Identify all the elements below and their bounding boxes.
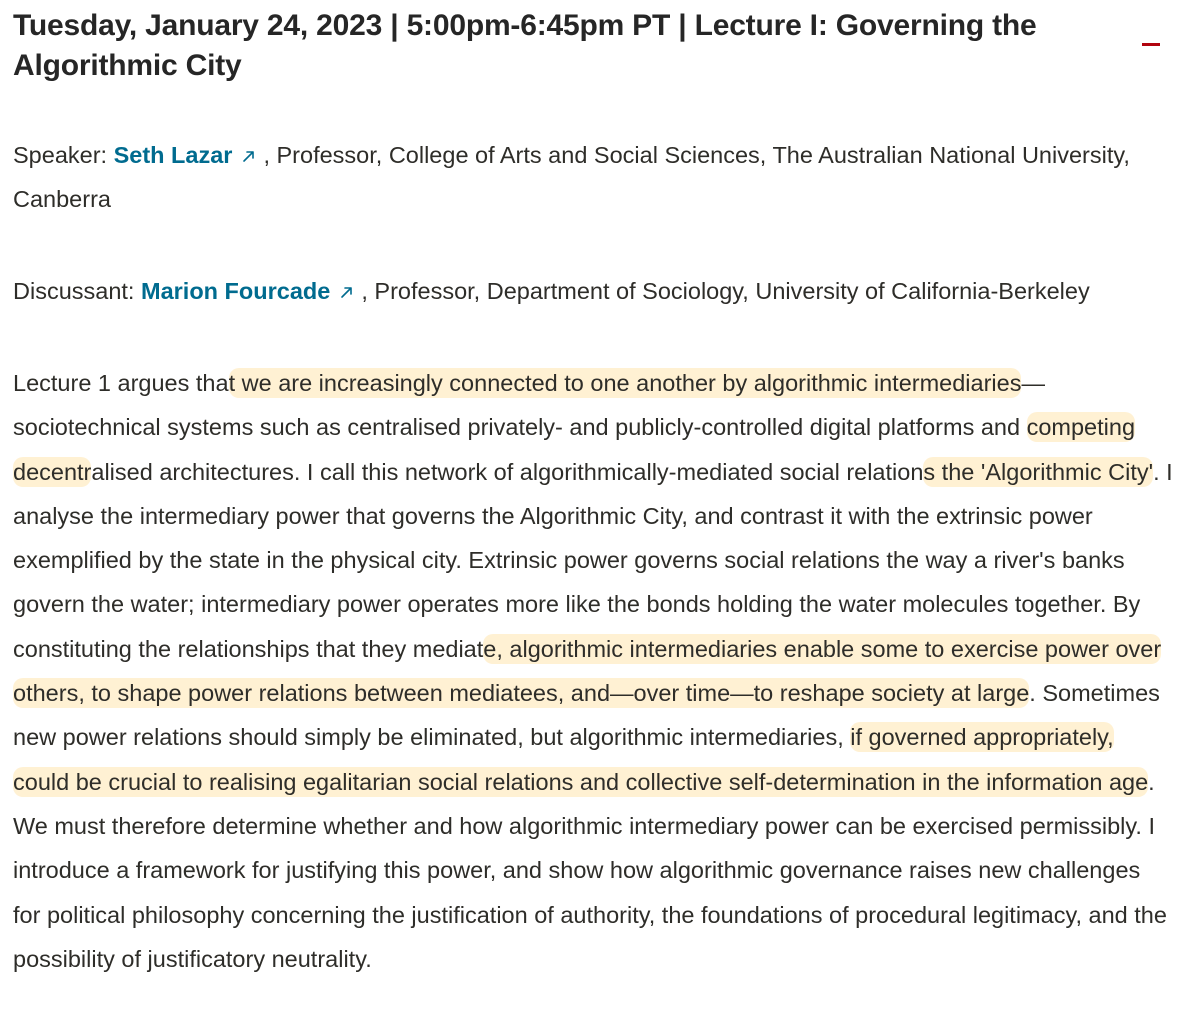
highlighted-text: competing decentr — [13, 414, 1136, 485]
highlighted-text: if governed appropriately, could be crucial to realising egalitarian social relations and collective self-determination in the information age — [13, 724, 1149, 795]
discussant-label: Discussant: — [13, 278, 135, 304]
speaker-line — [13, 133, 1163, 222]
abstract-text: —sociotechnical systems such as centralised privately- and publicly-controlled digital platforms and — [13, 370, 1045, 441]
discussant-affiliation: , Professor, Department of Sociology, University of California-Berkeley — [361, 278, 1090, 304]
minus-icon — [1142, 43, 1160, 46]
external-link-arrow-icon — [339, 284, 355, 300]
lecture-abstract — [13, 361, 1173, 981]
external-link-arrow-icon — [241, 148, 257, 164]
discussant-link[interactable] — [141, 278, 361, 304]
speaker-affiliation: , Professor, College of Arts and Social Sciences, The Australian National University, Canberra — [13, 142, 1130, 213]
abstract-text: Lecture 1 argues tha — [13, 370, 229, 396]
speaker-name: Seth Lazar — [113, 142, 233, 168]
abstract-text: . Sometimes new power relations should simply be eliminated, but algorithmic intermediaries, — [13, 680, 1160, 751]
speaker-label: Speaker: — [13, 142, 108, 168]
highlighted-text: s the 'Algorithmic City' — [923, 458, 1154, 485]
abstract-text: alised architectures. I call this network of algorithmically-mediated social relation — [91, 458, 924, 485]
abstract-text: . I analyse the intermediary power that governs the Algorithmic City, and contrast it with the extrinsic power exemplified by the state in the physical city. Extrinsic power governs social relations the way a river's banks govern the water; intermediary power operates more like the bonds holding the water molecules together. By constituting the relationships that they mediat — [13, 458, 1173, 662]
highlighted-text: e, algorithmic intermediaries enable some to exercise power over others, to shape power relations between mediatees, and—over time—to reshape society at large — [13, 635, 1162, 707]
collapse-button[interactable] — [1140, 33, 1164, 57]
discussant-name: Marion Fourcade — [141, 278, 331, 304]
discussant-line — [13, 269, 1163, 313]
highlighted-text: t we are increasingly connected to one another by algorithmic intermediaries — [228, 370, 1022, 396]
abstract-text: . We must therefore determine whether and how algorithmic intermediary power can be exercised permissibly. I introduce a framework for justifying this power, and show how algorithmic governance raises new challenges for political philosophy concerning the justification of authority, the foundations of procedural legitimacy, and the possibility of justificatory neutrality. — [13, 768, 1167, 972]
event-heading: Tuesday, January 24, 2023 | 5:00pm-6:45pm PT | Lecture I: Governing the Algorithmic City — [13, 9, 1037, 82]
speaker-link[interactable] — [114, 142, 264, 168]
